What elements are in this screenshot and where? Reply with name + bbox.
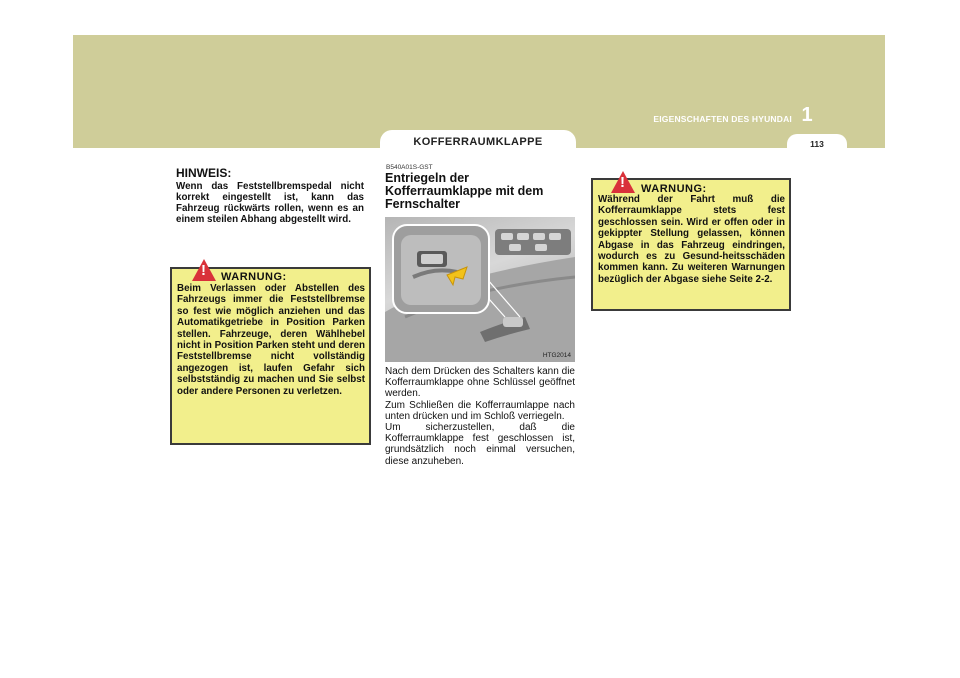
trunk-release-switch-photo: [385, 217, 575, 362]
paragraph: Zum Schließen die Kofferraumlappe nach unten drücken und im Schloß verriegeln.: [385, 399, 575, 422]
chapter-number: 1: [801, 104, 813, 126]
warning-triangle-icon: [611, 171, 635, 193]
warning-text: Beim Verlassen oder Abstellen des Fahrzeugs immer die Feststellbremse so fest wie möglich anziehen und das Automatikgetriebe in Position Parken stellen. Fahrzeuge, deren Wählhebel nicht in Position Parken steht und deren Feststellbremse nicht vollständig angezogen ist, laufen Gefahr sich selbstständig zu machen und Sie selbst oder andere Personen zu verletzen.: [177, 283, 365, 397]
chapter-title: EIGENSCHAFTEN DES HYUNDAI: [653, 114, 792, 124]
paragraph: Um sicherzustellen, daß die Kofferraumklappe fest geschlossen ist, grundsätzlich noch einmal versuchen, diese anzuheben.: [385, 422, 575, 467]
section-heading: Entriegeln der Kofferraumklappe mit dem Fernschalter: [385, 171, 544, 211]
warning-title: WARNUNG:: [641, 183, 707, 195]
section-body: [385, 366, 575, 467]
warning-title: WARNUNG:: [221, 271, 287, 283]
warning-symbol: !: [620, 174, 625, 191]
hinweis-text: Wenn das Feststellbremspedal nicht korrekt eingestellt ist, kann das Fahrzeug rückwärts rollen, wenn es an einem steilen Abhang abgestellt wird.: [176, 181, 364, 225]
warning-box-parking: [170, 262, 371, 445]
door-switch-illustration: [385, 217, 575, 362]
section-code: B540A01S-GST: [386, 164, 433, 171]
hinweis-title: HINWEIS:: [176, 166, 232, 180]
warning-triangle-icon: [192, 259, 216, 281]
warning-box-exhaust: [591, 174, 791, 311]
page-number: 113: [787, 134, 847, 154]
warning-text: Während der Fahrt muß die Kofferraumklappe stets fest geschlossen sein. Wird er offen oder in gekippter Stellung gelassen, können Abgase in das Fahrzeug eindringen, wodurch es zu Gesund-heitsschäden kommen kann. Zu weiteren Warnungen bezüglich der Abgase siehe Seite 2-2.: [598, 194, 785, 285]
section-title: KOFFERRAUMKLAPPE: [380, 130, 576, 154]
image-code: HTG2014: [542, 352, 571, 359]
hinweis-note: [176, 166, 364, 225]
warning-symbol: !: [201, 262, 206, 279]
paragraph: Nach dem Drücken des Schalters kann die Kofferraumklappe ohne Schlüssel geöffnet werden.: [385, 366, 575, 400]
